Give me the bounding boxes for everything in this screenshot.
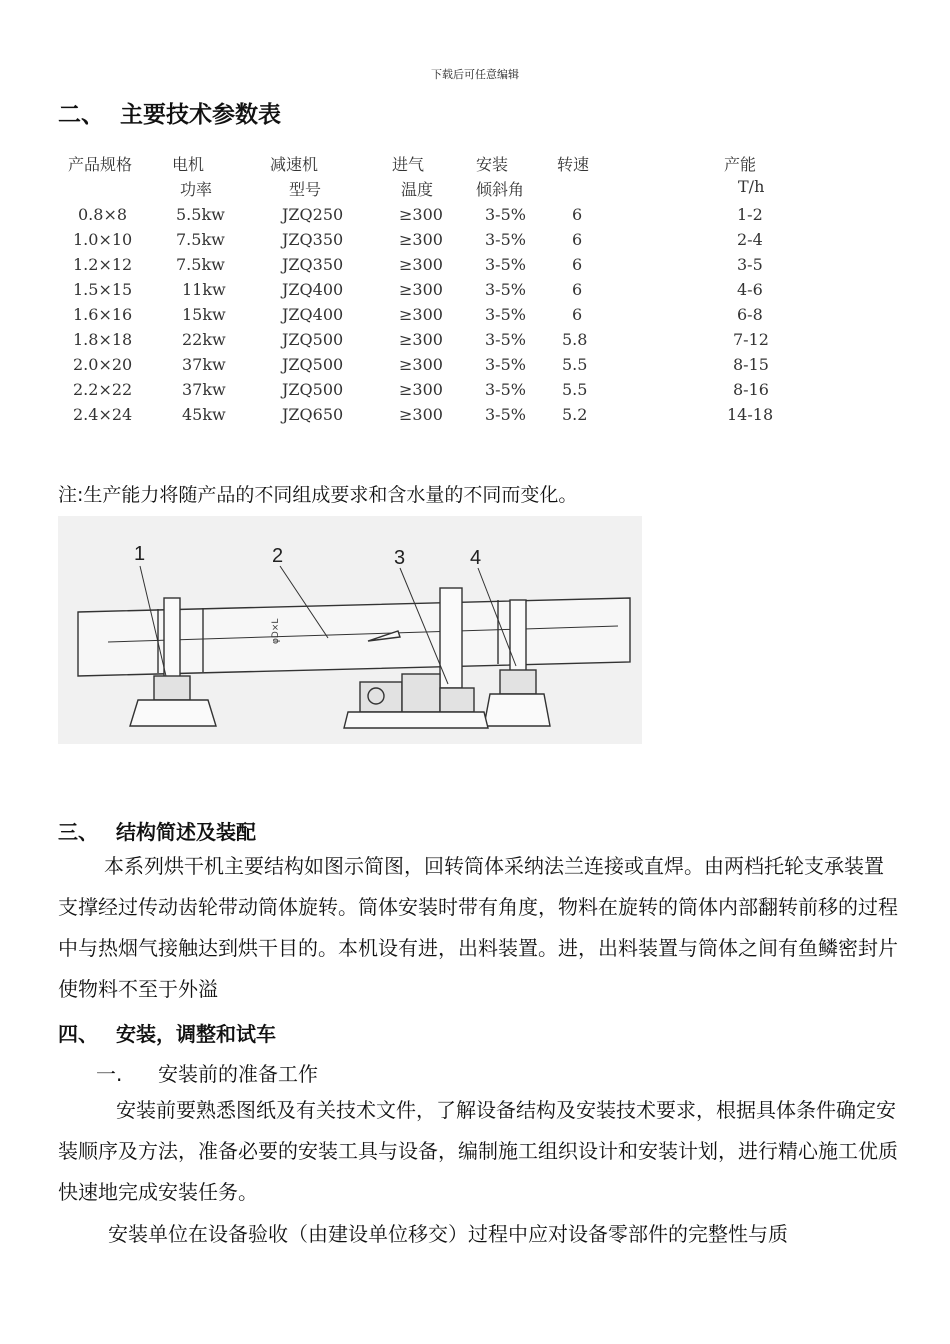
foundation-4 <box>484 694 550 726</box>
header-motor: 电机 <box>172 155 205 174</box>
table-header-row-1 <box>0 152 950 176</box>
table-row: 1.2×12 7.5kw JZQ350 ≥300 3-5% 6 3-5 <box>73 255 763 274</box>
capacity-note: 注:生产能力将随产品的不同组成要求和含水量的不同而变化。 <box>58 484 578 506</box>
table-row: 1.5×15 11kw JZQ400 ≥300 3-5% 6 4-6 <box>73 280 763 299</box>
header-install: 安装 <box>476 155 509 174</box>
section-4-paragraph-1: 安装前要熟悉图纸及有关技术文件，了解设备结构及安装技术要求，根据具体条件确定安装顺序及方法，准备必要的安装工具与设备，编制施工组织设计和安装计划，进行精心施工优质快速地完成安装任务。 <box>58 1098 898 1204</box>
section-3-number: 三、 <box>58 820 98 844</box>
motor <box>360 682 402 712</box>
header-motor-power: 功率 <box>180 180 213 199</box>
drum-body <box>78 598 630 676</box>
dryer-structure-diagram <box>58 516 642 744</box>
header-capacity-unit: T/h <box>738 177 765 196</box>
section-4-number: 四、 <box>58 1022 98 1046</box>
table-row: 1.6×16 15kw JZQ400 ≥300 3-5% 6 6-8 <box>73 305 763 324</box>
table-row: 2.4×24 45kw JZQ650 ≥300 3-5% 5.2 14-18 <box>73 405 774 424</box>
section-3-heading <box>58 816 256 845</box>
header-reducer: 减速机 <box>270 155 319 174</box>
section-3-title: 结构简述及装配 <box>116 820 256 844</box>
header-intake-temp: 温度 <box>401 180 434 199</box>
subsection-heading <box>96 1058 318 1087</box>
subsection-title: 安装前的准备工作 <box>158 1062 318 1086</box>
table-row: 2.0×20 37kw JZQ500 ≥300 3-5% 5.5 8-15 <box>73 355 769 374</box>
table-row: 2.2×22 37kw JZQ500 ≥300 3-5% 5.5 8-16 <box>73 380 769 399</box>
page-header-note: 下载后可任意编辑 <box>431 68 519 81</box>
subsection-number: 一. <box>96 1062 123 1086</box>
pinion-box <box>440 688 474 712</box>
foundation-1 <box>130 700 216 726</box>
table-row: 1.0×10 7.5kw JZQ350 ≥300 3-5% 6 2-4 <box>73 230 763 249</box>
label-1: 1 <box>134 543 146 565</box>
table-row: 1.8×18 22kw JZQ500 ≥300 3-5% 5.8 7-12 <box>73 330 769 349</box>
section-4-heading <box>58 1018 276 1047</box>
section-4-title: 安装，调整和试车 <box>116 1022 276 1046</box>
foundation-drive <box>344 712 488 728</box>
table-row: 0.8×8 5.5kw JZQ250 ≥300 3-5% 6 1-2 <box>78 205 763 224</box>
header-capacity: 产能 <box>724 155 757 174</box>
section-2-title: 主要技术参数表 <box>120 102 281 128</box>
label-2: 2 <box>272 545 284 567</box>
header-install-angle: 倾斜角 <box>476 180 525 199</box>
header-intake: 进气 <box>392 155 425 174</box>
label-3: 3 <box>394 547 406 569</box>
support-roller-1 <box>154 676 190 700</box>
riding-ring-1 <box>164 598 180 680</box>
riding-ring-4 <box>510 600 526 674</box>
support-roller-4 <box>500 670 536 694</box>
section-4-paragraph-2: 安装单位在设备验收（由建设单位移交）过程中应对设备零部件的完整性与质 <box>108 1222 788 1246</box>
header-spec: 产品规格 <box>68 155 133 174</box>
reducer <box>402 674 440 712</box>
header-reducer-model: 型号 <box>289 180 322 199</box>
label-4: 4 <box>470 547 482 569</box>
section-2-heading <box>58 96 281 129</box>
table-header-row-2 <box>0 177 950 201</box>
section-3-paragraph: 本系列烘干机主要结构如图示简图，回转筒体采纳法兰连接或直焊。由两档托轮支承装置支撑经过传动齿轮带动筒体旋转。筒体安装时带有角度，物料在旋转的筒体内部翻转前移的过程中与热烟气接触达到烘干目的。本机设有进，出料装置。进，出料装置与筒体之间有鱼鳞密封片使物料不至于外溢 <box>58 854 898 1001</box>
section-2-number: 二、 <box>58 102 104 128</box>
drum-mark: φD×L <box>271 618 281 644</box>
header-speed: 转速 <box>557 155 590 174</box>
